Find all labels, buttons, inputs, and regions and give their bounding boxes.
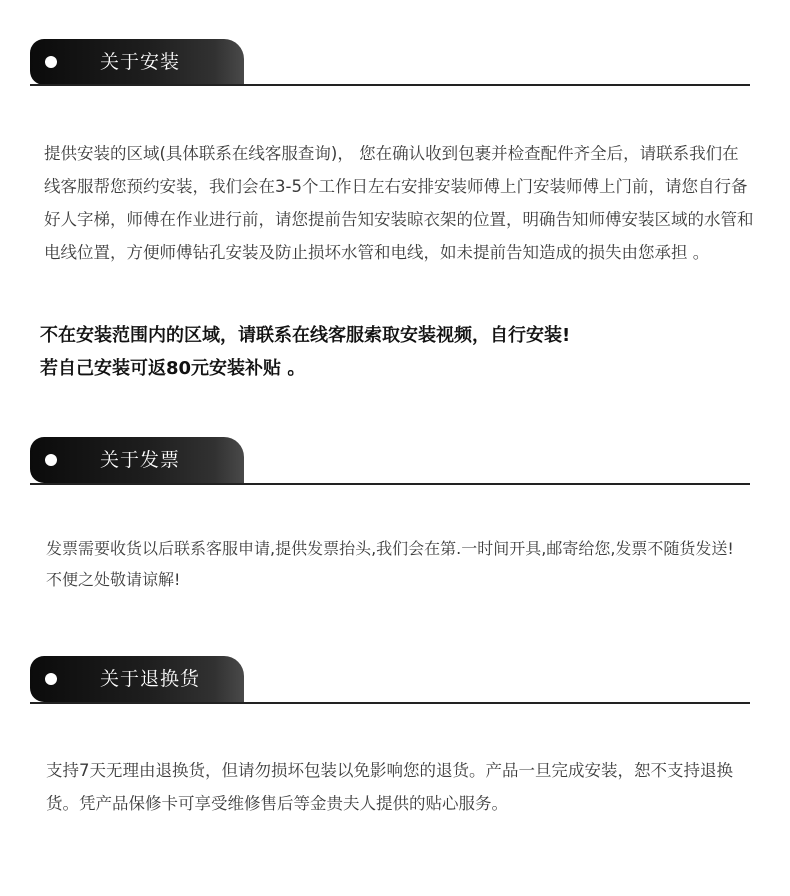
bullet-dot-icon (45, 454, 57, 466)
section-header-install (30, 39, 244, 85)
section-title: 关于发票 (100, 449, 181, 471)
section-header-invoice (30, 437, 244, 483)
section-divider (30, 702, 750, 704)
bullet-dot-icon (45, 673, 57, 685)
invoice-description: 发票需要收货以后联系客服申请,提供发票抬头,我们会在第.一时间开具,邮寄给您,发票不随货发送!不便之处敬请谅解! (46, 539, 734, 589)
install-description: 提供安装的区域(具体联系在线客服查询)， 您在确认收到包裹并检查配件齐全后，请联系我们在线客服帮您预约安装，我们会在3-5个工作日左右安排安装师傅上门安装师傅上门前，请您自行备好人字梯，师傅在作业进行前，请您提前告知安装晾衣架的位置，明确告知师傅安装区域的水管和电线位置，方便师傅钻孔安装及防止损坏水管和电线，如未提前告知造成的损失由您承担 。 (44, 144, 754, 262)
section-header-returns (30, 656, 244, 702)
section-title: 关于退换货 (100, 668, 201, 690)
returns-description: 支持7天无理由退换货，但请勿损坏包装以免影响您的退货。产品一旦完成安装，恕不支持退换货。凭产品保修卡可享受维修售后等金贵夫人提供的贴心服务。 (46, 761, 733, 813)
bullet-dot-icon (45, 56, 57, 68)
section-divider (30, 84, 750, 86)
install-notice-line: 不在安装范围内的区域，请联系在线客服索取安装视频，自行安装! (40, 325, 571, 346)
install-notice (40, 319, 760, 385)
section-divider (30, 483, 750, 485)
section-title: 关于安装 (100, 51, 181, 73)
install-subsidy-line: 若自己安装可返80元安装补贴 。 (40, 358, 306, 379)
